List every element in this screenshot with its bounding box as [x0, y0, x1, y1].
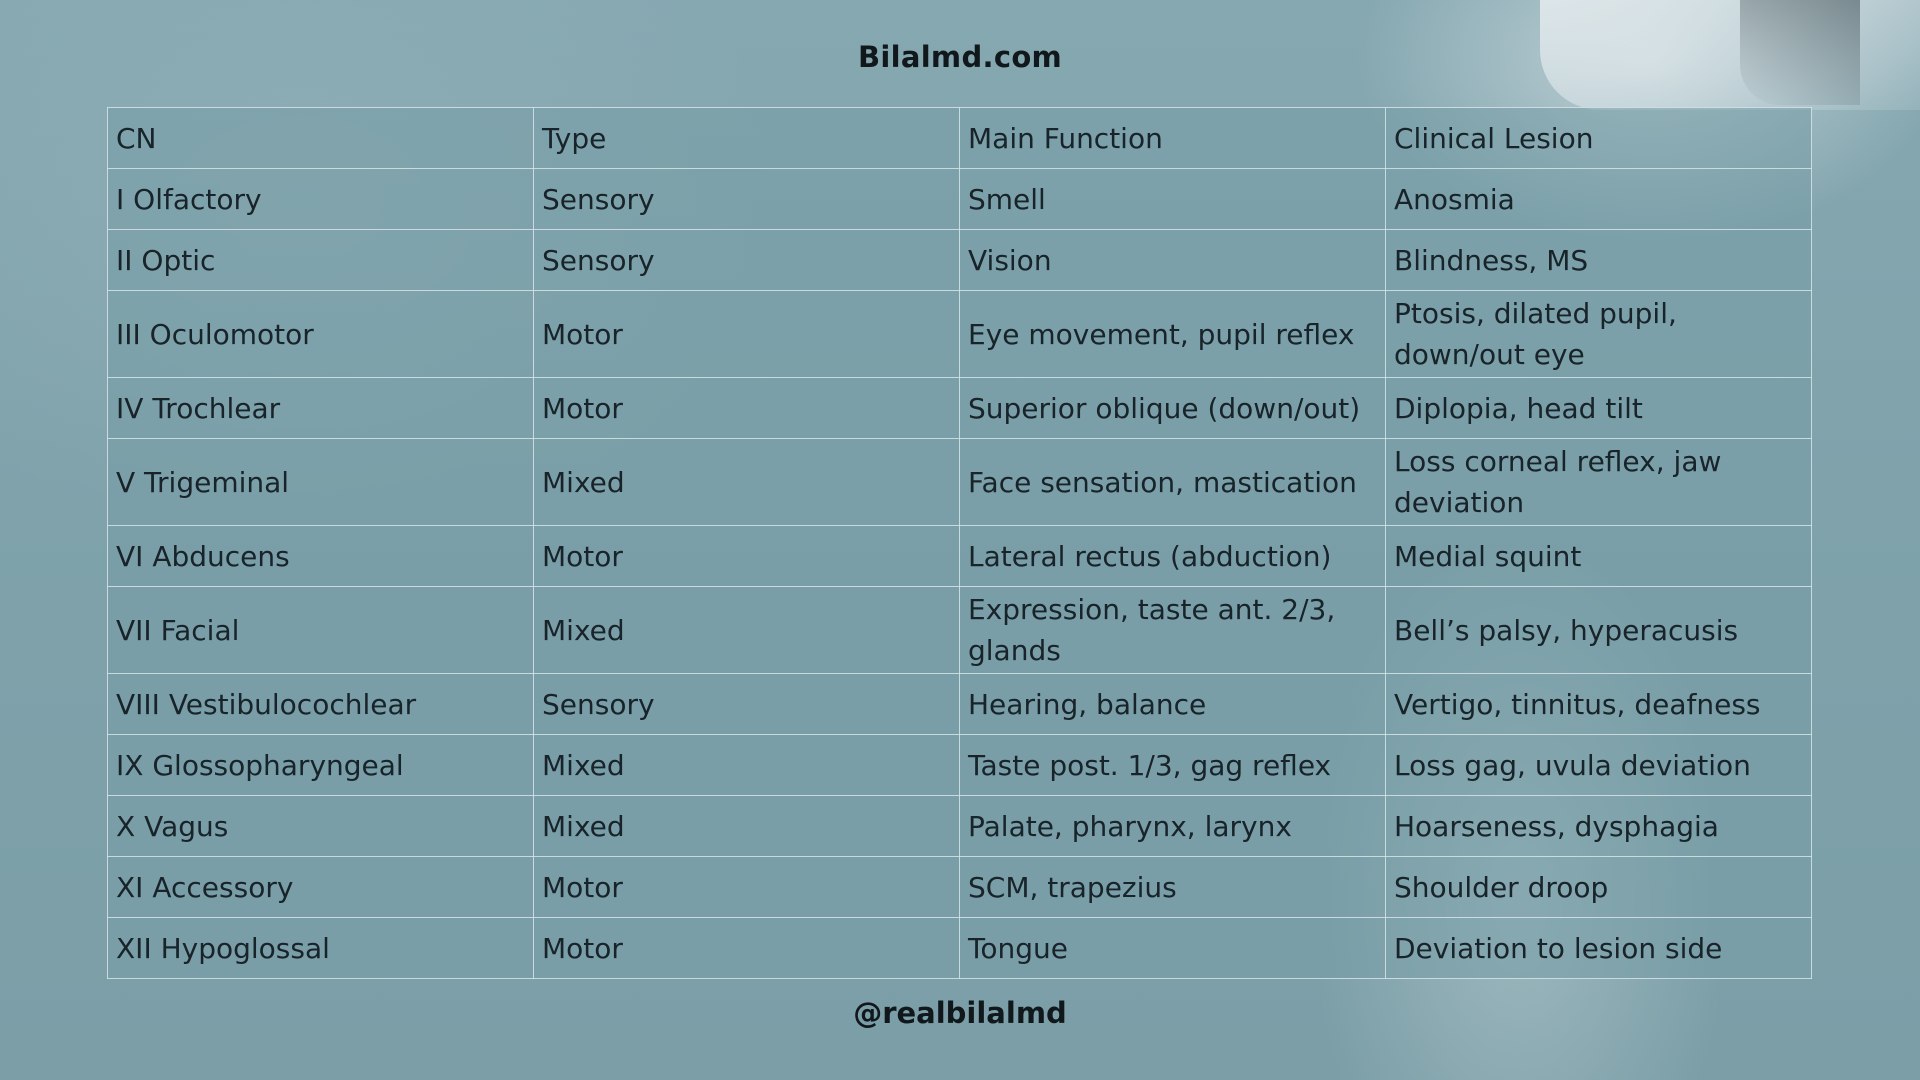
table-row — [108, 439, 1812, 526]
cell-type: Motor — [534, 857, 960, 918]
column-header-clinical-lesion: Clinical Lesion — [1386, 108, 1812, 169]
cell-cn: XII Hypoglossal — [108, 918, 534, 979]
cell-type: Mixed — [534, 439, 960, 526]
table-row — [108, 918, 1812, 979]
table-row — [108, 857, 1812, 918]
cell-cn: VII Facial — [108, 587, 534, 674]
cell-cn: III Oculomotor — [108, 291, 534, 378]
cell-cn: V Trigeminal — [108, 439, 534, 526]
cell-cn: IX Glossopharyngeal — [108, 735, 534, 796]
cell-clinical-lesion: Ptosis, dilated pupil, down/out eye — [1386, 291, 1812, 378]
cell-main-function: SCM, trapezius — [960, 857, 1386, 918]
table-header-row — [108, 108, 1812, 169]
table-row — [108, 587, 1812, 674]
table-row — [108, 230, 1812, 291]
cell-cn: XI Accessory — [108, 857, 534, 918]
cell-main-function: Hearing, balance — [960, 674, 1386, 735]
cell-type: Sensory — [534, 230, 960, 291]
cell-clinical-lesion: Hoarseness, dysphagia — [1386, 796, 1812, 857]
cell-type: Mixed — [534, 587, 960, 674]
table-row — [108, 378, 1812, 439]
cell-main-function: Tongue — [960, 918, 1386, 979]
cell-main-function: Taste post. 1/3, gag reflex — [960, 735, 1386, 796]
cell-main-function: Eye movement, pupil reflex — [960, 291, 1386, 378]
cell-main-function: Palate, pharynx, larynx — [960, 796, 1386, 857]
social-handle: @realbilalmd — [853, 996, 1067, 1030]
cell-clinical-lesion: Loss corneal reflex, jaw deviation — [1386, 439, 1812, 526]
cranial-nerves-table — [107, 107, 1812, 979]
cell-clinical-lesion: Deviation to lesion side — [1386, 918, 1812, 979]
cell-clinical-lesion: Diplopia, head tilt — [1386, 378, 1812, 439]
cell-main-function: Face sensation, mastication — [960, 439, 1386, 526]
cell-clinical-lesion: Medial squint — [1386, 526, 1812, 587]
cell-cn: I Olfactory — [108, 169, 534, 230]
table-row — [108, 674, 1812, 735]
cell-cn: X Vagus — [108, 796, 534, 857]
cell-clinical-lesion: Bell’s palsy, hyperacusis — [1386, 587, 1812, 674]
column-header-type: Type — [534, 108, 960, 169]
cell-clinical-lesion: Shoulder droop — [1386, 857, 1812, 918]
cell-type: Motor — [534, 526, 960, 587]
table-row — [108, 796, 1812, 857]
cell-clinical-lesion: Vertigo, tinnitus, deafness — [1386, 674, 1812, 735]
cell-type: Sensory — [534, 674, 960, 735]
column-header-main-function: Main Function — [960, 108, 1386, 169]
cell-main-function: Lateral rectus (abduction) — [960, 526, 1386, 587]
cell-type: Motor — [534, 918, 960, 979]
cell-clinical-lesion: Anosmia — [1386, 169, 1812, 230]
cell-main-function: Vision — [960, 230, 1386, 291]
cell-clinical-lesion: Blindness, MS — [1386, 230, 1812, 291]
column-header-cn: CN — [108, 108, 534, 169]
cell-main-function: Expression, taste ant. 2/3, glands — [960, 587, 1386, 674]
cell-type: Mixed — [534, 735, 960, 796]
cell-type: Sensory — [534, 169, 960, 230]
cell-clinical-lesion: Loss gag, uvula deviation — [1386, 735, 1812, 796]
cell-cn: II Optic — [108, 230, 534, 291]
table-row — [108, 526, 1812, 587]
table-row — [108, 169, 1812, 230]
cell-cn: VIII Vestibulocochlear — [108, 674, 534, 735]
table-row — [108, 735, 1812, 796]
cell-main-function: Superior oblique (down/out) — [960, 378, 1386, 439]
table-row — [108, 291, 1812, 378]
cell-type: Motor — [534, 378, 960, 439]
site-title: Bilalmd.com — [857, 40, 1063, 74]
cell-type: Motor — [534, 291, 960, 378]
cell-cn: IV Trochlear — [108, 378, 534, 439]
cell-type: Mixed — [534, 796, 960, 857]
cell-main-function: Smell — [960, 169, 1386, 230]
cell-cn: VI Abducens — [108, 526, 534, 587]
